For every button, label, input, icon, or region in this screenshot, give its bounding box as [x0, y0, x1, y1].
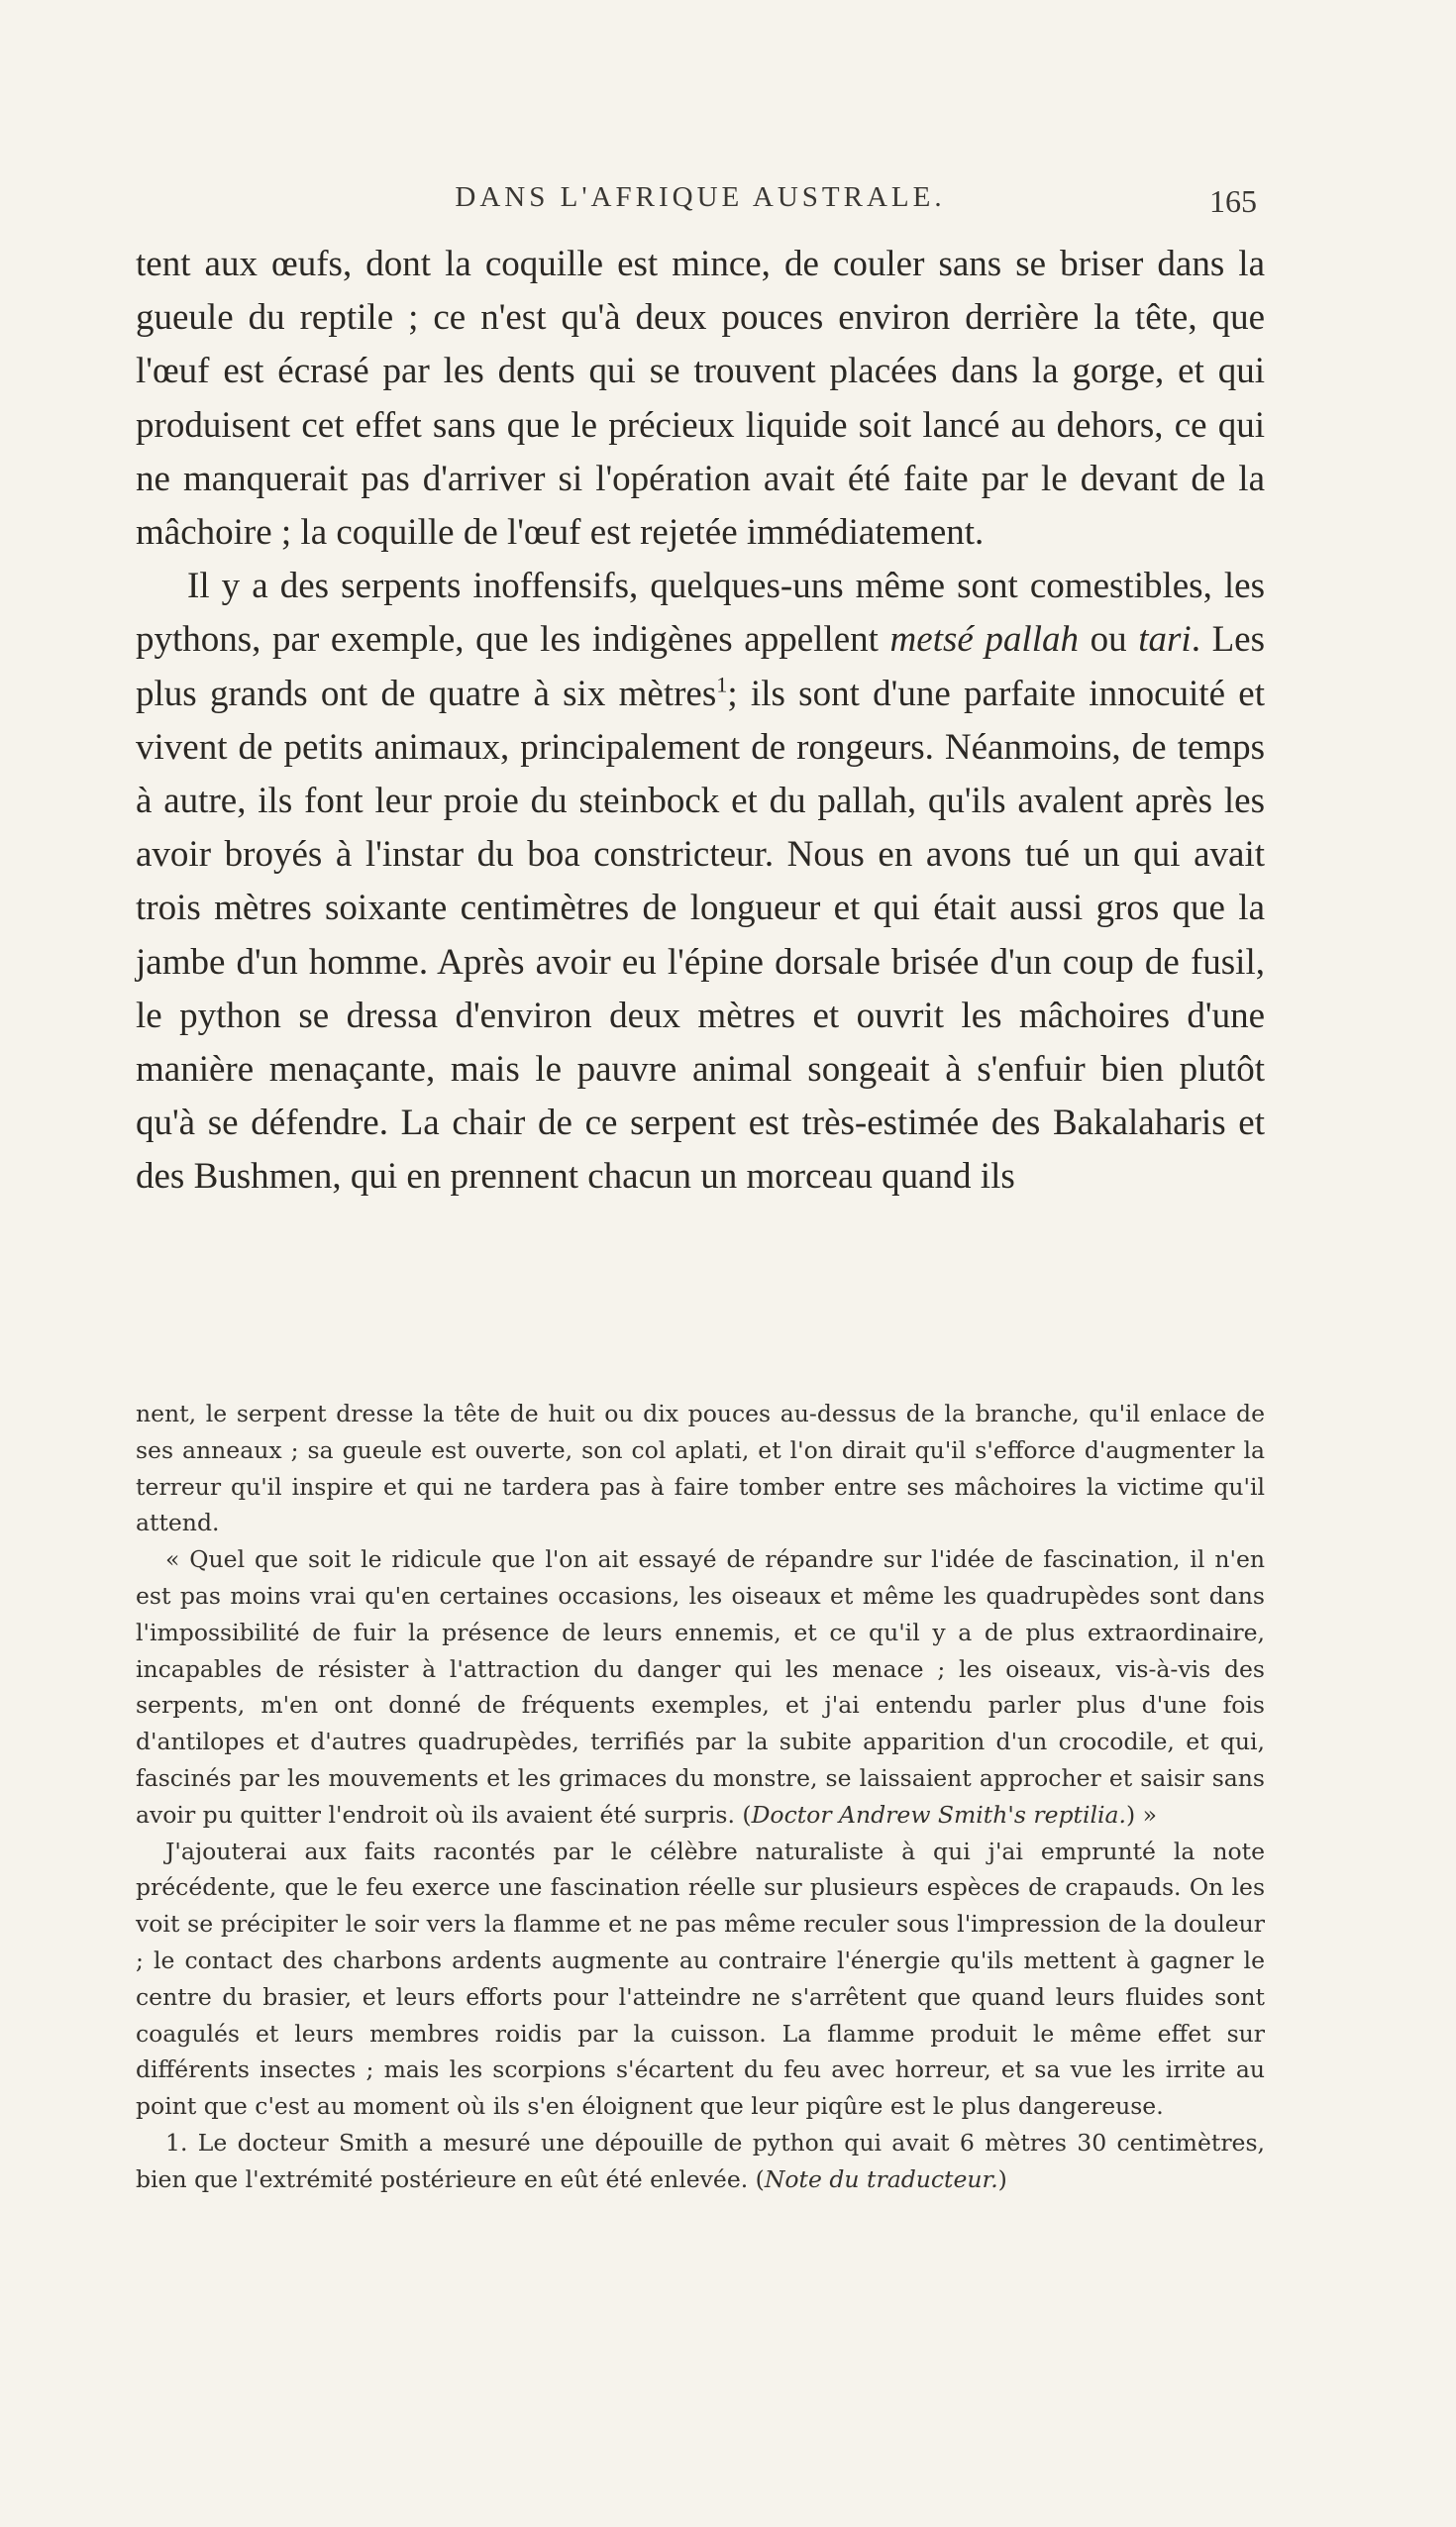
paragraph-continued: tent aux œufs, dont la coquille est mince, de couler sans se briser dans la gueule du reptile ; ce n'est qu'à deux pouces environ derrière la tête, que l'œuf est écrasé par les dents qui se trouvent placées dans la gorge, et qui produisent cet effet sans que le précieux liquide soit lancé au dehors, ce qui ne manquerait pas d'arriver si l'opération avait été faite par le devant de la mâchoire ; la coquille de l'œuf est rejetée immédiatement. [136, 244, 1265, 554]
footnote-reference: 1 [716, 672, 728, 697]
footnote-continued: nent, le serpent dresse la tête de huit ou dix pouces au-dessus de la branche, qu'il enlace de ses anneaux ; sa gueule est ouverte, son col aplati, et l'on dirait qu'il s'efforce d'augmenter la terreur qu'il inspire et qui ne tardera pas à faire tomber entre ses mâchoires la victime qu'il attend. [136, 1400, 1265, 1537]
footnotes [136, 1396, 1265, 2198]
citation: Doctor Andrew Smith's reptilia. [751, 1800, 1127, 1829]
italic-term: metsé pallah [889, 619, 1079, 661]
paragraph-pythons [136, 560, 1265, 1204]
paragraph-text: ou [1078, 619, 1139, 661]
translator-note: Note du traducteur. [764, 2164, 998, 2193]
paragraph-text: ; ils sont d'une parfaite innocuité et vivent de petits animaux, principalement de rongeurs. Néanmoins, de temps à autre, ils font leur proie du steinbock et du pallah, qu'ils avalent après les avoir broyés à l'instar du boa constricteur. Nous en avons tué un qui avait trois mètres soixante centimètres de longueur et qui était aussi gros que la jambe d'un homme. Après avoir eu l'épine dorsale brisée d'un coup de fusil, le python se dressa d'environ deux mètres et ouvrit les mâchoires d'une manière menaçante, mais le pauvre animal songeait à s'enfuir bien plutôt qu'à se défendre. La chair de ce serpent est très-estimée des Bakalaharis et des Bushmen, qui en prennent chacun un morceau quand ils [136, 673, 1265, 1198]
running-title: DANS L'AFRIQUE AUSTRALE. [455, 181, 946, 213]
page-number: 165 [1209, 183, 1257, 219]
footnote-addition: J'ajouterai aux faits racontés par le célèbre naturaliste à qui j'ai emprunté la note précédente, que le feu exerce une fascination réelle sur plusieurs espèces de crapauds. On les voit se précipiter le soir vers la flamme et ne pas même reculer sous l'impression de la douleur ; le contact des charbons ardents augmente au contraire l'énergie qu'ils mettent à gagner le centre du brasier, et leurs efforts pour l'atteindre ne s'arrêtent que quand leurs fluides sont coagulés et leurs membres roidis par la cuisson. La flamme produit le même effet sur différents insectes ; mais les scorpions s'écartent du feu avec horreur, et sa vue les irrite au point que c'est au moment où ils s'en éloignent que leur piqûre est le plus dangereuse. [136, 1837, 1265, 2121]
footnote-text: « Quel que soit le ridicule que l'on ait essayé de répandre sur l'idée de fascination, il n'en est pas moins vrai qu'en certaines occasions, les oiseaux et même les quadrupèdes sont dans l'impossibilité de fuir la présence de leurs ennemis, et ce qu'il y a de plus extraordinaire, incapables de résister à l'attraction du danger qui les menace ; les oiseaux, vis-à-vis des serpents, m'en ont donné de fréquents exemples, et j'ai entendu parler plus d'une fois d'antilopes et d'autres quadrupèdes, terrifiés par la subite apparition d'un crocodile, et qui, fascinés par les mouvements et les grimaces du monstre, se laissaient approcher et saisir sans avoir pu quitter l'endroit où ils avaient été surpris. ( [136, 1545, 1265, 1829]
main-text [136, 238, 1265, 1205]
footnote-text: ) [997, 2164, 1007, 2193]
italic-term: tari [1138, 619, 1192, 661]
paragraph-text: . Les plus grands ont de quatre à six mètres [136, 619, 1265, 714]
footnote-text: 1. Le docteur Smith a mesuré une dépouille de python qui avait 6 mètres 30 centimètres, bien que l'extrémité postérieure en eût été enlevée. ( [136, 2128, 1265, 2193]
footnote-quote [136, 1541, 1265, 1833]
footnote-text: ) » [1126, 1800, 1158, 1829]
paragraph-text: Il y a des serpents inoffensifs, quelques-uns même sont comestibles, les pythons, par exemple, que les indigènes appellent [136, 566, 1265, 661]
running-head [136, 181, 1265, 221]
footnote-1 [136, 2125, 1265, 2198]
